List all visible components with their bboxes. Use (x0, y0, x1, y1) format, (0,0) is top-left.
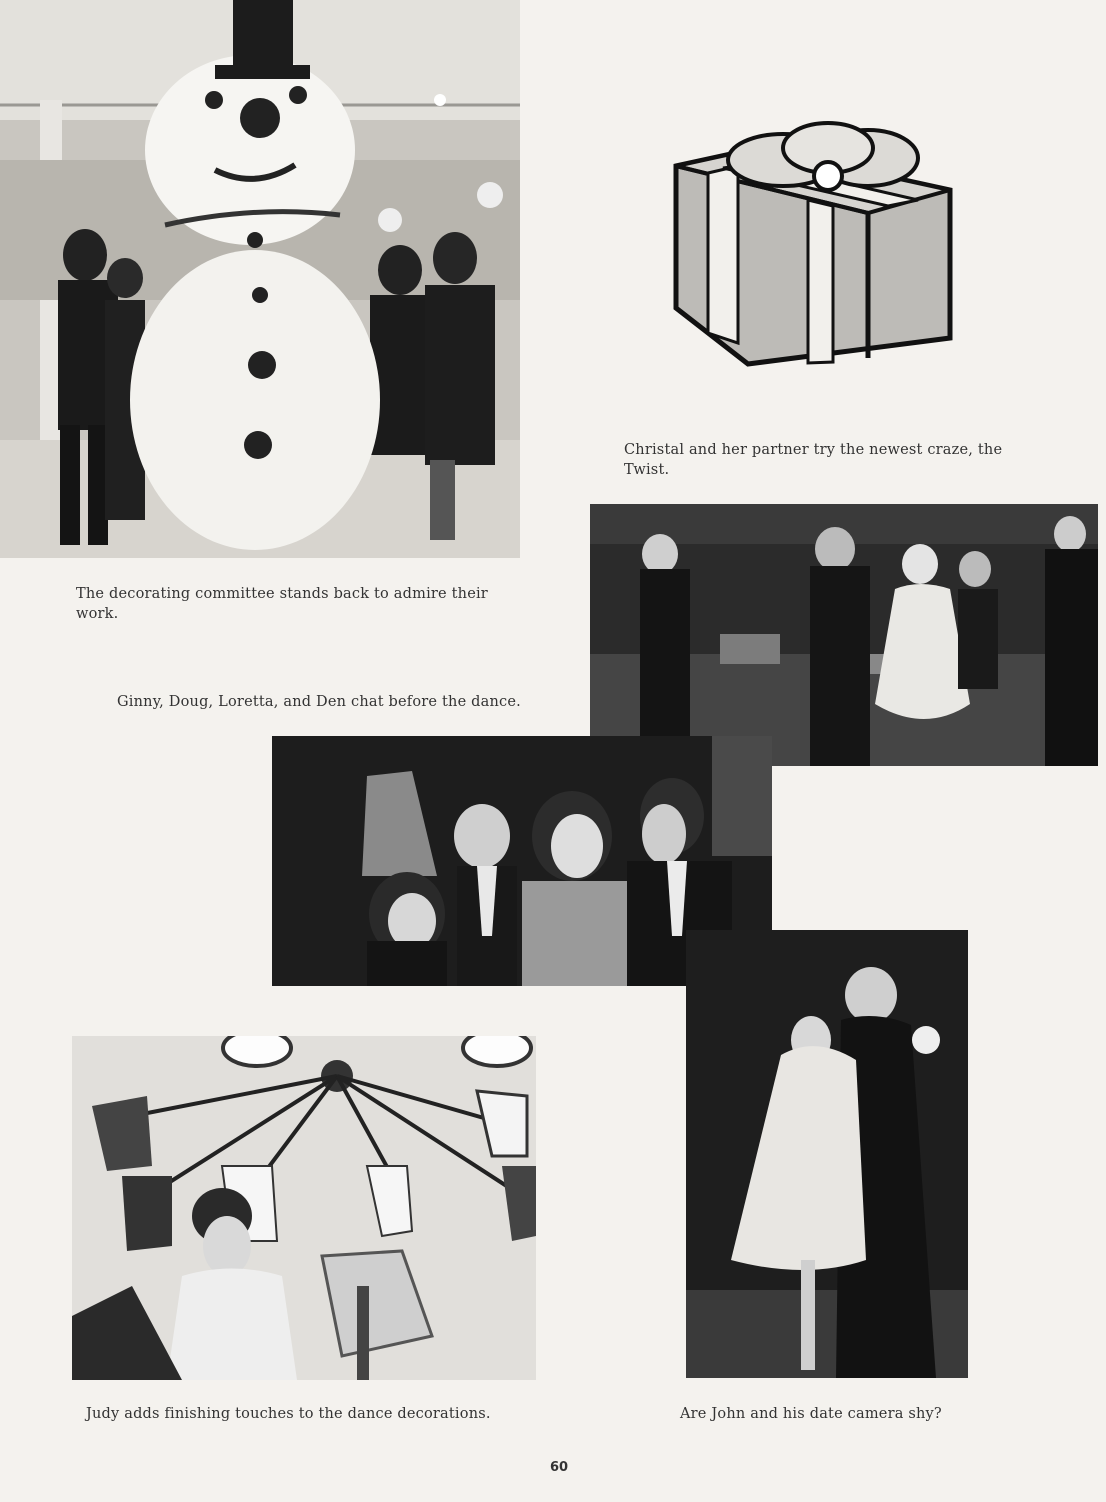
caption-snowman: The decorating committee stands back to admire their work. (76, 586, 488, 622)
caption-chat: Ginny, Doug, Loretta, and Den chat before the dance. (117, 694, 521, 710)
caption-john: Are John and his date camera shy? (680, 1406, 942, 1422)
page-number: 60 (550, 1460, 569, 1475)
caption-judy: Judy adds finishing touches to the dance decorations. (86, 1406, 491, 1422)
photo-judy-decorations (72, 1036, 536, 1380)
photo-twist-dance (590, 504, 1098, 766)
gift-box-drawing (668, 118, 958, 370)
photo-snowman-committee (0, 0, 520, 558)
photo-john-and-date (686, 930, 968, 1378)
caption-twist: Christal and her partner try the newest craze, the Twist. (624, 442, 1003, 478)
